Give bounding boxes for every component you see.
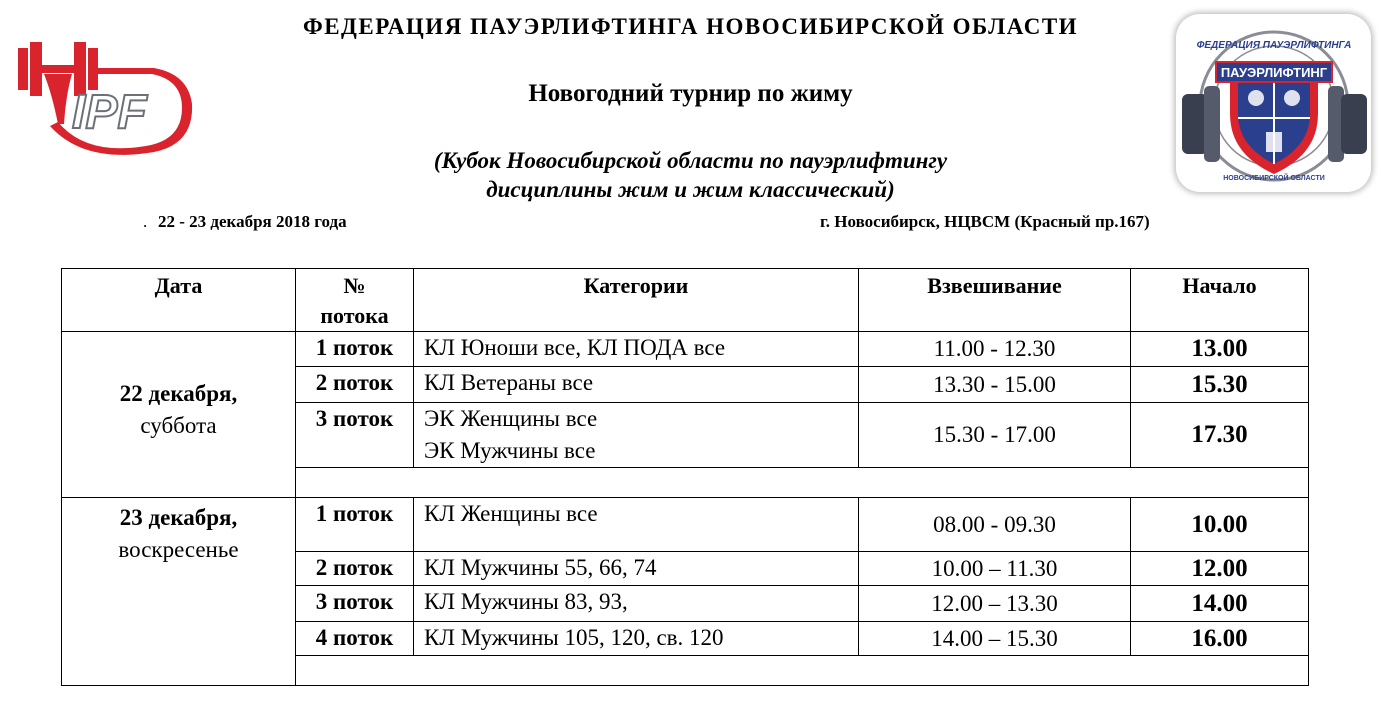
header-categories: Категории	[414, 269, 859, 332]
bullet-dot: .	[143, 212, 148, 231]
start-cell: 15.30	[1131, 367, 1309, 403]
event-dates: 22 - 23 декабря 2018 года	[158, 212, 347, 231]
start-cell: 12.00	[1131, 552, 1309, 586]
start-cell: 13.00	[1131, 332, 1309, 367]
cup-subtitle-line2: дисциплины жим и жим классический)	[486, 177, 895, 202]
header-stream-label: потока	[320, 303, 389, 328]
weighin-cell: 14.00 – 15.30	[859, 622, 1131, 656]
schedule-table	[61, 268, 1309, 686]
spacer-cell	[296, 656, 1309, 686]
category-cell: КЛ Мужчины 105, 120, св. 120	[414, 622, 859, 656]
day-weekday: воскресенье	[118, 537, 239, 562]
badge-bottom-text: НОВОСИБИРСКОЙ ОБЛАСТИ	[1223, 175, 1325, 182]
weighin-cell: 11.00 - 12.30	[859, 332, 1131, 367]
table-row	[62, 332, 1309, 367]
category-line: ЭК Женщины все	[424, 406, 598, 431]
table-header-row	[62, 269, 1309, 332]
federation-title: ФЕДЕРАЦИЯ ПАУЭРЛИФТИНГА НОВОСИБИРСКОЙ ОБЛАСТИ	[302, 14, 1079, 39]
stream-cell: 2 поток	[296, 552, 414, 586]
stream-cell: 1 поток	[296, 498, 414, 552]
header-date: Дата	[62, 269, 296, 332]
spacer-cell	[296, 468, 1309, 498]
category-cell: КЛ Женщины все	[414, 498, 859, 552]
day-cell	[62, 332, 296, 498]
day-weekday: суббота	[140, 413, 217, 438]
event-place: г. Новосибирск, НЦВСМ (Красный пр.167)	[820, 212, 1150, 231]
stream-cell: 4 поток	[296, 622, 414, 656]
badge-banner-text: ПАУЭРЛИФТИНГ	[1220, 65, 1328, 80]
stream-cell: 3 поток	[296, 586, 414, 622]
header-start: Начало	[1131, 269, 1309, 332]
tournament-title: Новогодний турнир по жиму	[528, 80, 853, 107]
cup-subtitle-line1: (Кубок Новосибирской области по пауэрлифтингу	[433, 148, 948, 173]
header-stream	[296, 269, 414, 332]
start-cell: 16.00	[1131, 622, 1309, 656]
table-row	[62, 498, 1309, 552]
weighin-cell: 08.00 - 09.30	[859, 498, 1131, 552]
start-cell: 10.00	[1131, 498, 1309, 552]
category-cell: КЛ Мужчины 83, 93,	[414, 586, 859, 622]
category-cell: КЛ Юноши все, КЛ ПОДА все	[414, 332, 859, 367]
stream-cell: 1 поток	[296, 332, 414, 367]
day-date: 23 декабря,	[119, 505, 238, 530]
weighin-cell: 12.00 – 13.30	[859, 586, 1131, 622]
category-cell: КЛ Ветераны все	[414, 367, 859, 403]
header-stream-number: №	[343, 273, 366, 298]
start-cell: 14.00	[1131, 586, 1309, 622]
category-cell	[414, 403, 859, 468]
weighin-cell: 10.00 – 11.30	[859, 552, 1131, 586]
header-weighin: Взвешивание	[859, 269, 1131, 332]
ipf-letters: IPF	[72, 86, 147, 139]
day-cell	[62, 498, 296, 686]
stream-cell: 3 поток	[296, 403, 414, 468]
badge-top-text: ФЕДЕРАЦИЯ ПАУЭРЛИФТИНГА	[1196, 40, 1352, 51]
category-line: ЭК Мужчины все	[424, 438, 596, 463]
weighin-cell: 15.30 - 17.00	[859, 403, 1131, 468]
category-cell: КЛ Мужчины 55, 66, 74	[414, 552, 859, 586]
weighin-cell: 13.30 - 15.00	[859, 367, 1131, 403]
start-cell: 17.30	[1131, 403, 1309, 468]
stream-cell: 2 поток	[296, 367, 414, 403]
day-date: 22 декабря,	[119, 381, 238, 406]
